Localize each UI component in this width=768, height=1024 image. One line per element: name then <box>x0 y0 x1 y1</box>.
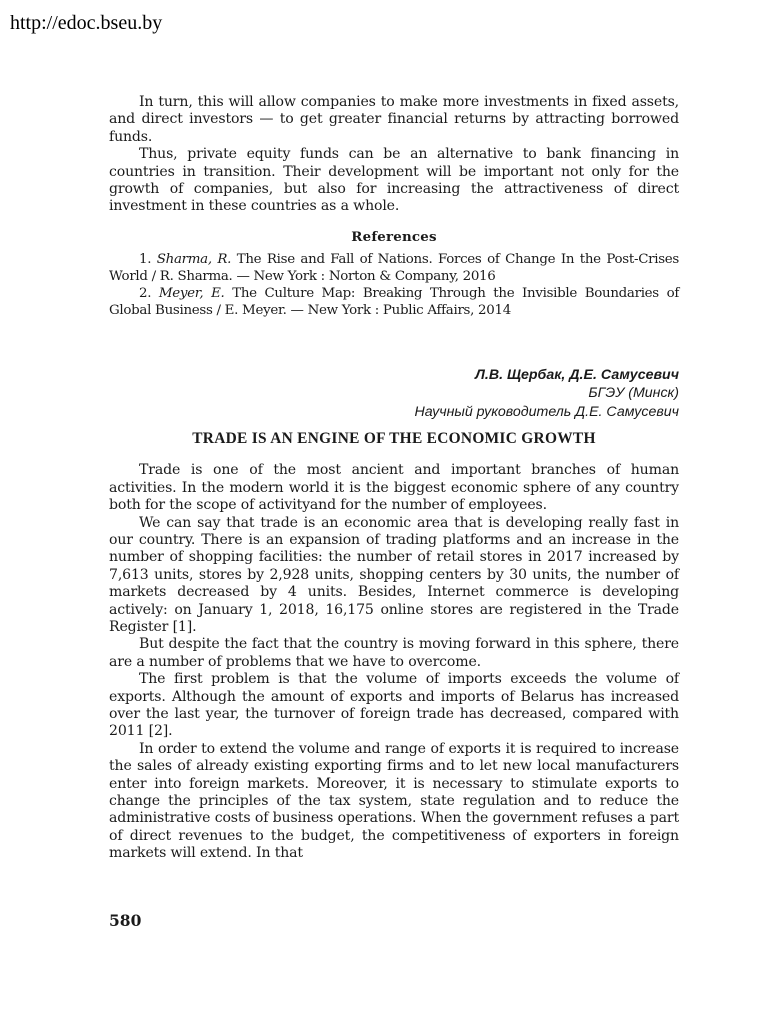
article-authors: Л.В. Щербак, Д.Е. Самусевич <box>475 366 679 383</box>
reference-author: Sharma, R. <box>156 251 232 267</box>
reference-text: The Rise and Fall of Nations. Forces of Change In the Post-Crises World / R. Sharma. — New York : Norton & Company, 2016 <box>109 251 679 284</box>
article-byline <box>109 366 679 422</box>
reference-item <box>109 285 679 319</box>
reference-number: 2. <box>139 285 159 301</box>
reference-number: 1. <box>139 251 157 267</box>
reference-author: Meyer, E. <box>158 285 225 301</box>
article-paragraph: We can say that trade is an economic area that is developing really fast in our country. There is an expansion of trading platforms and an increase in the number of shopping facilities: the number of retail stores in 2017 increased by 7,613 units, stores by 2,928 units, shopping centers by 30 units, the number of markets decreased by 4 units. Besides, Internet commerce is developing actively: on January 1, 2018, 16,175 online stores are registered in the Trade Register [1]. <box>109 514 679 635</box>
source-url[interactable]: http://edoc.bseu.by <box>10 12 163 34</box>
article-supervisor: Научный руководитель Д.Е. Самусевич <box>414 403 679 420</box>
intro-paragraph: Thus, private equity funds can be an alternative to bank financing in countries in transition. Their development will be important not only for the growth of companies, but also for increasing the attractiveness of direct investment in these countries as a whole. <box>109 146 679 215</box>
references-heading: References <box>351 228 437 245</box>
reference-item <box>109 251 679 285</box>
article-paragraph: Trade is one of the most ancient and important branches of human activities. In the modern world it is the biggest economic sphere of any country both for the scope of activityand for the number of employees. <box>109 462 679 514</box>
intro-paragraph: In turn, this will allow companies to make more investments in fixed assets, and direct investors — to get greater financial returns by attracting borrowed funds. <box>109 94 679 145</box>
page-content <box>109 94 679 863</box>
article-title: TRADE IS AN ENGINE OF THE ECONOMIC GROWTH <box>192 430 596 448</box>
article-paragraph: But despite the fact that the country is moving forward in this sphere, there are a number of problems that we have to overcome. <box>109 636 679 670</box>
article-paragraph: The first problem is that the volume of imports exceeds the volume of exports. Although the amount of exports and imports of Belarus has increased over the last year, the turnover of foreign trade has decreased, compared with 2011 [2]. <box>109 671 679 740</box>
article-paragraph: In order to extend the volume and range of exports it is required to increase the sales of already existing exporting firms and to let new local manufacturers enter into foreign markets. Moreover, it is necessary to stimulate exports to change the principles of the tax system, state regulation and to reduce the administrative costs of business operations. When the government refuses a part of direct revenues to the budget, the competitiveness of exporters in foreign markets will extend. In that <box>109 740 679 862</box>
article-affiliation: БГЭУ (Минск) <box>588 385 679 402</box>
reference-text: The Culture Map: Breaking Through the Invisible Boundaries of Global Business / E. Meyer. — New York : Public Affairs, 2014 <box>109 285 679 318</box>
page-number: 580 <box>109 911 142 930</box>
